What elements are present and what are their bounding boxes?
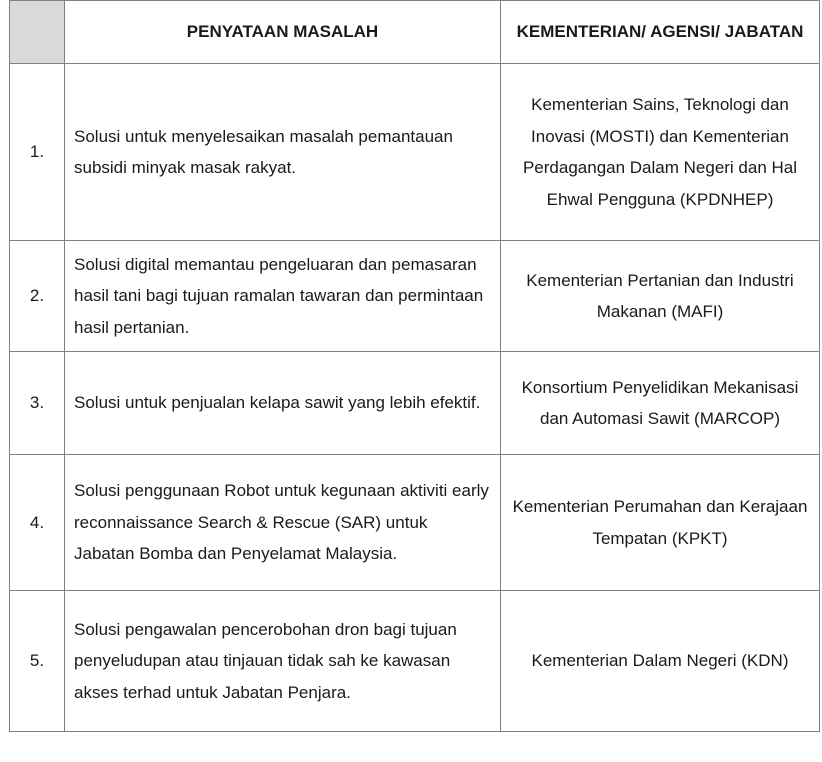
table-row	[10, 64, 820, 241]
header-row	[10, 1, 820, 64]
problem-statement: Solusi digital memantau pengeluaran dan pemasaran hasil tani bagi tujuan ramalan tawaran dan permintaan hasil pertanian.	[65, 241, 501, 352]
header-problem-statement: PENYATAAN MASALAH	[65, 1, 501, 64]
row-number: 5.	[10, 591, 65, 732]
row-number: 1.	[10, 64, 65, 241]
ministry-agency: Kementerian Pertanian dan Industri Makanan (MAFI)	[501, 241, 820, 352]
ministry-agency: Kementerian Perumahan dan Kerajaan Tempatan (KPKT)	[501, 455, 820, 591]
problem-statement: Solusi pengawalan pencerobohan dron bagi tujuan penyeludupan atau tinjauan tidak sah ke kawasan akses terhad untuk Jabatan Penjara.	[65, 591, 501, 732]
table-row	[10, 241, 820, 352]
row-number: 4.	[10, 455, 65, 591]
header-ministry-agency: KEMENTERIAN/ AGENSI/ JABATAN	[501, 1, 820, 64]
header-number-cell	[10, 1, 65, 64]
table-row	[10, 591, 820, 732]
table-header	[10, 1, 820, 64]
ministry-agency: Konsortium Penyelidikan Mekanisasi dan Automasi Sawit (MARCOP)	[501, 352, 820, 455]
table-row	[10, 352, 820, 455]
ministry-agency: Kementerian Dalam Negeri (KDN)	[501, 591, 820, 732]
ministry-agency: Kementerian Sains, Teknologi dan Inovasi (MOSTI) dan Kementerian Perdagangan Dalam Negeri dan Hal Ehwal Pengguna (KPDNHEP)	[501, 64, 820, 241]
table-body	[10, 64, 820, 732]
problem-statement-table	[9, 0, 820, 732]
problem-statement: Solusi untuk penjualan kelapa sawit yang lebih efektif.	[65, 352, 501, 455]
row-number: 3.	[10, 352, 65, 455]
problem-statement: Solusi untuk menyelesaikan masalah pemantauan subsidi minyak masak rakyat.	[65, 64, 501, 241]
row-number: 2.	[10, 241, 65, 352]
problem-statement: Solusi penggunaan Robot untuk kegunaan aktiviti early reconnaissance Search & Rescue (SAR) untuk Jabatan Bomba dan Penyelamat Malaysia.	[65, 455, 501, 591]
table-row	[10, 455, 820, 591]
